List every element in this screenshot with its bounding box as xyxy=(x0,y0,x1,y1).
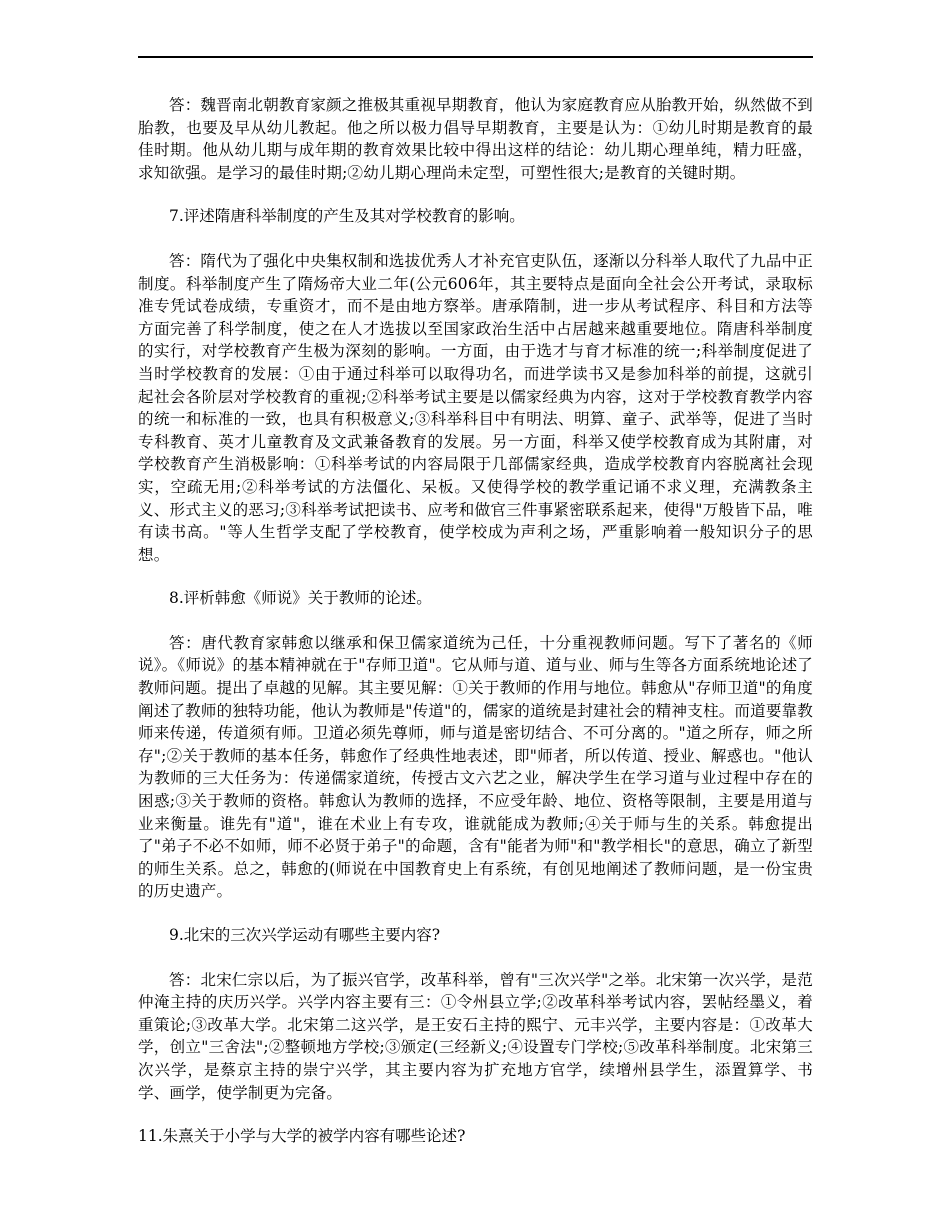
paragraph-spacer xyxy=(138,184,813,205)
question-9-heading: 9.北宋的三次兴学运动有哪些主要内容? xyxy=(169,926,441,944)
question-8-heading: 8.评析韩愈《师说》关于教师的论述。 xyxy=(169,589,432,608)
paragraph-spacer xyxy=(138,610,813,632)
paragraph-spacer xyxy=(138,947,813,969)
answer-paragraph-6: 答：魏晋南北朝教育家颜之推极其重视早期教育，他认为家庭教育应从胎教开始，纵然做不到胎教，也要及早从幼儿教起。他之所以极力倡导早期教育，主要是认为：①幼儿时期是教育的最佳时期。他从幼儿期与成年期的教育效果比较中得出这样的结论：幼儿期心理单纯，精力旺盛，求知欲强。是学习的最佳时期;②幼儿期心理尚未定型，可塑性很大;是教育的关键时期。 xyxy=(138,96,813,182)
answer-paragraph-9: 答：北宋仁宗以后，为了振兴官学，改革科举，曾有"三次兴学"之举。北宋第一次兴学，是范仲淹主持的庆历兴学。兴学内容主要有三：①令州县立学;②改革科举考试内容，罢帖经墨义，着重策论;③改革大学。北宋第二这兴学，是王安石主持的熙宁、元丰兴学，主要内容是：①改革大学，创立"三舍法";②整顿地方学校;③颁定(三经新义;④设置专门学校;⑤改革科举制度。北宋第三次兴学，是蔡京主持的崇宁兴学，其主要内容为扩充地方官学，续增州县学生，添置算学、书学、画学，使学制更为完备。 xyxy=(138,970,813,1102)
question-11-heading: 11.朱熹关于小学与大学的被学内容有哪些论述? xyxy=(138,1127,466,1146)
paragraph-spacer xyxy=(138,903,813,924)
paragraph-spacer xyxy=(138,1104,813,1125)
answer-paragraph-7: 答：隋代为了强化中央集权制和选拔优秀人才补充官吏队伍，逐渐以分科举人取代了九品中正制度。科举制度产生了隋炀帝大业二年(公元606年，其主要特点是面向全社会公开考试，录取标准专凭试卷成绩，专重资才，而不是由地方察举。唐承隋制，进一步从考试程序、科目和方法等方面完善了科学制度，使之在人才选拔以至国家政治生活中占居越来越重要地位。隋唐科举制度的实行，对学校教育产生极为深刻的影响。一方面，由于选才与育才标准的统一;科举制度促进了当时学校教育的发展：①由于通过科举可以取得功名，而进学读书又是参加科举的前提，这就引起社会各阶层对学校教育的重视;②科举考试主要是以儒家经典为内容，这对于学校教育教学内容的统一和标准的一致，也具有积极意义;③科举科目中有明法、明算、童子、武举等，促进了当时专科教育、英才儿童教育及文武兼备教育的发展。另一方面，科举又使学校教育成为其附庸，对学校教育产生消极影响：①科举考试的内容局限于几部儒家经典，造成学校教育内容脱离社会现实，空疏无用;②科举考试的方法僵化、呆板。又使得学校的教学重记诵不求义理，充满教条主义、形式主义的恶习;③科举考试把读书、应考和做官三件事紧密联系起来，使得"万般皆下品，唯有读书高。"等人生哲学支配了学校教育，使学校成为声利之场，严重影响着一般知识分子的思想。 xyxy=(138,251,813,564)
paragraph-spacer xyxy=(138,566,813,587)
document-body xyxy=(138,94,813,1148)
paragraph-spacer xyxy=(138,228,813,250)
answer-paragraph-8: 答：唐代教育家韩愈以继承和保卫儒家道统为己任，十分重视教师问题。写下了著名的《师说》。《师说》的基本精神就在于"存师卫道"。它从师与道、道与业、师与生等各方面系统地论述了教师问题。提出了卓越的见解。其主要见解：①关于教师的作用与地位。韩愈从"存师卫道"的角度阐述了教师的独特功能，他认为教师是"传道"的，儒家的道统是封建社会的精神支柱。而道要靠教师来传递，传道须有师。卫道必须先尊师，师与道是密切结合、不可分离的。"道之所存，师之所存";②关于教师的基本任务，韩愈作了经典性地表述，即"师者，所以传道、授业、解惑也。"他认为教师的三大任务为：传递儒家道统，传授古文六艺之业，解决学生在学习道与业过程中存在的困惑;③关于教师的资格。韩愈认为教师的选择，不应受年龄、地位、资格等限制，主要是用道与业来衡量。谁先有"道"，谁在术业上有专攻，谁就能成为教师;④关于师与生的关系。韩愈提出了"弟子不必不如师，师不必贤于弟子"的命题，含有"能者为师"和"教学相长"的意思，确立了新型的师生关系。总之，韩愈的(师说在中国教育史上有系统，有创见地阐述了教师问题，是一份宝贵的历史遗产。 xyxy=(138,633,813,901)
question-7-heading: 7.评述隋唐科举制度的产生及其对学校教育的影响。 xyxy=(169,207,525,226)
header-rule xyxy=(138,56,813,58)
